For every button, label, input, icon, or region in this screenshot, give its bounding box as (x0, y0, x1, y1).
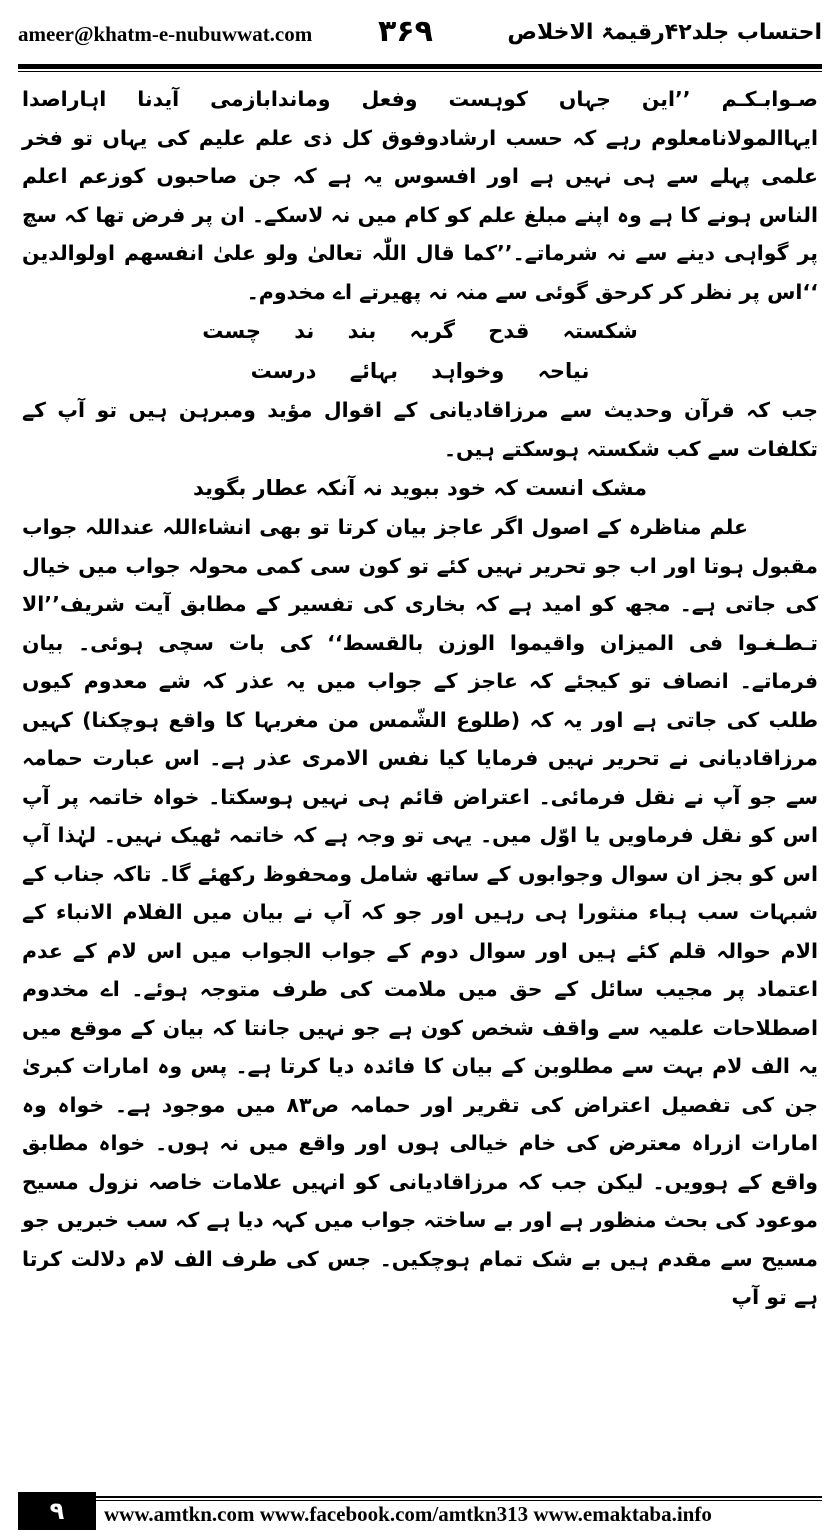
paragraph-3: علم مناظرہ کے اصول اگر عاجز بیان کرتا تو بھی انشاءاللہ عنداللہ جواب مقبول ہوتا اور اب جو تحریر نہیں کئے تو کون سی کمی محولہ جواب میں خیال کی جاتی ہے۔ مجھ کو امید ہے کہ بخاری کی تفسیر کے مطابق آیت شریف’’الا تـطـغـوا فی المیزان واقیموا الوزن بالقسط‘‘ کی بات سچی ہوئی۔ بیان فرماتے۔ انصاف تو کیجئے کہ عاجز کے جواب میں یہ عذر کہ شے معدوم کیوں طلب کی جاتی ہے اور یہ کہ (طلوع الشّمس من مغربہا کا واقع ہوچکنا) کہیں مرزاقادیانی نے تحریر نہیں فرمایا کیا نفس الامری عذر ہے۔ اس عبارت حمامہ سے جو آپ نے نقل فرمائی۔ اعتراض قائم ہی نہیں ہوسکتا۔ خواہ خاتمہ پر آپ اس کو نقل فرماویں یا اوّل میں۔ یہی تو وجہ ہے کہ خاتمہ ٹھیک نہیں۔ لہٰذا آپ اس کو بجز ان سوال وجوابوں کے ساتھ شامل ومحفوظ رکھئے گا۔ تاکہ جناب کے شبہات سب ہباء منثورا ہی رہیں اور جو کہ آپ نے بیان میں الفلام الانباء کے الام حوالہ قلم کئے ہیں اور سوال دوم کے جواب الجواب میں اس لام کے عدم اعتماد پر مجیب سائل کے حق میں ملامت کی طرف متوجہ ہوئے۔ اے مخدوم اصطلاحات علمیہ سے واقف شخص کون ہے جو نہیں جانتا کہ بیان کے موقع میں یہ الف لام بہت سے مطلوبن کے بیان کا فائدہ دیا کرتا ہے۔ پس وہ امارات کبریٰ جن کی تفصیل اعتراض کی تقریر اور حمامہ ص۸۳ میں موجود ہے۔ خواہ وہ امارات ازراہ معترض کی خام خیالی ہوں اور واقع میں نہ ہوں۔ خواہ مطابق واقع کے ہوویں۔ لیکن جب کہ مرزاقادیانی کو انہیں علامات خاصہ نزول مسیح موعود کی بحث منظور ہے اور بے ساختہ جواب میں کہہ دیا ہے کہ سب خبریں جو مسیح سے مقدم ہیں بے شک تمام ہوچکیں۔ جس کی طرف الف لام دلالت کرتا ہے تو آپ (22, 515, 819, 1309)
footer-links[interactable]: www.amtkn.com www.facebook.com/amtkn313 www.emaktaba.info (104, 1502, 712, 1526)
footer-page-number: ۹ (18, 1492, 96, 1530)
verse-line-1: شکستہ قدح گربہ بند ند چست (202, 319, 638, 343)
footer-rule-thick (96, 1496, 822, 1498)
verse-line-2: نیاحہ وخواہد بہائے درست (250, 359, 590, 383)
header-rule-thick (18, 64, 822, 69)
header-title: احتساب جلد۴۲رقیمۃ الاخلاص (507, 20, 822, 45)
page-footer (18, 1492, 822, 1530)
header-email[interactable]: ameer@khatm-e-nubuwwat.com (18, 22, 313, 46)
header-rule-thin (18, 71, 822, 72)
page-header (18, 16, 822, 60)
page-body (22, 80, 818, 1317)
paragraph-1: صـوابـکـم ’’این جہاں کوہست وفعل وماندابازمی آیدنا اہاراصدا ایہاالمولانامعلوم رہے کہ حسب ارشادوفوق کل ذی علم علیم کی یہاں تو فخر علمی پہلے سے ہی نہیں ہے اور افسوس یہ ہے کہ جن صاحبوں کوزعم اعلم الناس ہونے کا ہے وہ اپنے مبلغ علم کو کام میں نہ لاسکے۔ ان پر فرض تھا کہ سچ پر گواہی دینے سے نہ شرماتے۔’’کما قال اللّٰہ تعالیٰ ولو علیٰ انفسھم اولوالدین ‘‘اس پر نظر کر کرحق گوئی سے منہ نہ پھیرتے اے مخدوم۔ (22, 87, 818, 304)
verse-couplet: مشک انست کہ خود ببوید نہ آنکہ عطار بگوید (192, 476, 648, 500)
header-page-number: ۳۶۹ (378, 14, 433, 49)
paragraph-2: جب کہ قرآن وحدیث سے مرزاقادیانی کے اقوال مؤید ومبرہن ہیں تو آپ کے تکلفات سے کب شکستہ ہوسکتے ہیں۔ (22, 398, 818, 461)
footer-rule-thin (96, 1500, 822, 1501)
